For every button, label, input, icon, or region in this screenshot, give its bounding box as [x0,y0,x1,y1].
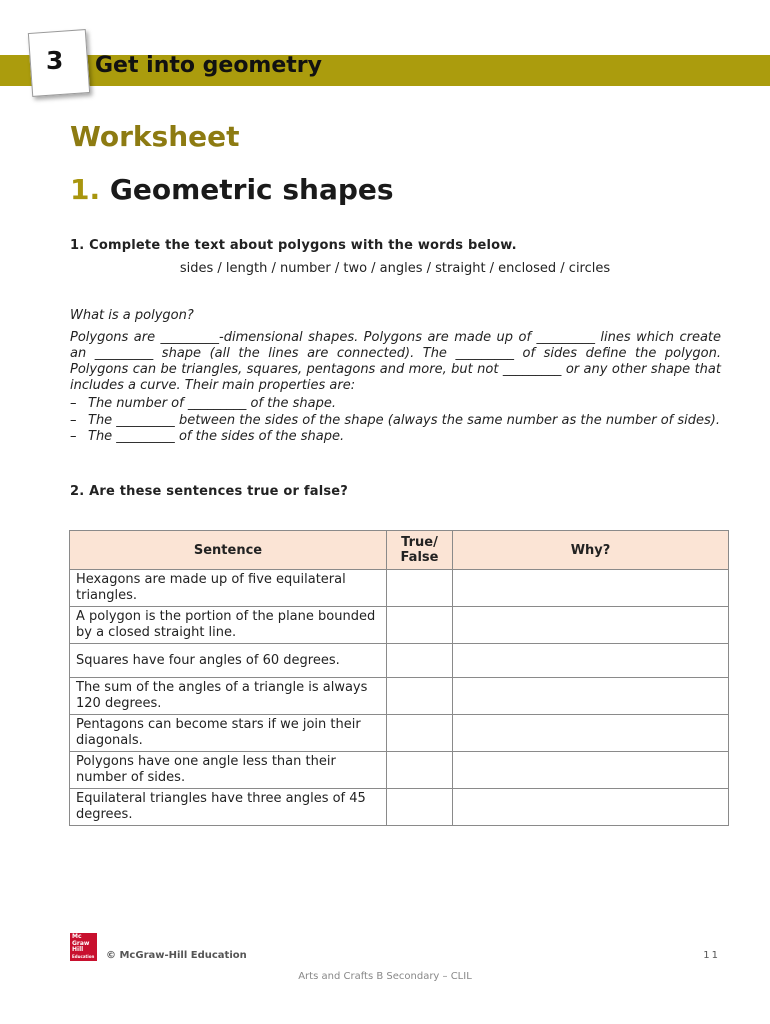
question-what-is-polygon: What is a polygon? [70,308,194,323]
answer-cell[interactable] [387,789,453,826]
header-why: Why? [453,531,729,570]
sentence-cell: The sum of the angles of a triangle is always 120 degrees. [70,678,387,715]
table-row [70,607,729,644]
dash-bullet: – [70,396,77,411]
section-title [70,173,394,206]
copyright-text: © McGraw-Hill Education [106,950,247,961]
why-cell[interactable] [453,715,729,752]
table-row [70,752,729,789]
section-number: 1. [70,173,101,206]
why-cell[interactable] [453,678,729,715]
property-item: – The _________ between the sides of the shape (always the same number as the number of sides). [70,412,720,428]
exercise1-instruction: 1. Complete the text about polygons with the words below. [70,238,517,253]
sentence-cell: A polygon is the portion of the plane bounded by a closed straight line. [70,607,387,644]
answer-cell[interactable] [387,607,453,644]
sentence-cell: Polygons have one angle less than their number of sides. [70,752,387,789]
answer-cell[interactable] [387,644,453,678]
why-cell[interactable] [453,607,729,644]
worksheet-title: Worksheet [70,120,240,153]
sentence-cell: Equilateral triangles have three angles of 45 degrees. [70,789,387,826]
header-true-false: True/ False [387,531,453,570]
why-cell[interactable] [453,570,729,607]
fill-in-paragraph: Polygons are _________-dimensional shapes. Polygons are made up of _________ lines which create an _________ shape (all the lines are connected). The _________ of sides define the polygon. Polygons can be triangles, squares, pentagons and more, but not _________ or any other shape that includes a curve. Their main properties are: [70,330,721,393]
table-row [70,715,729,752]
header-sentence: Sentence [70,531,387,570]
table-row [70,789,729,826]
why-cell[interactable] [453,752,729,789]
dash-bullet: – [70,412,77,428]
unit-number: 3 [46,46,64,75]
why-cell[interactable] [453,644,729,678]
answer-cell[interactable] [387,570,453,607]
answer-cell[interactable] [387,715,453,752]
mcgraw-hill-logo: Mc Graw Hill Education [70,933,97,961]
answer-cell[interactable] [387,752,453,789]
section-title-text: Geometric shapes [109,173,394,206]
answer-cell[interactable] [387,678,453,715]
sentence-cell: Hexagons are made up of five equilateral triangles. [70,570,387,607]
true-false-table [69,530,729,826]
unit-title: Get into geometry [95,53,322,78]
table-header-row [70,531,729,570]
property-item: – The number of _________ of the shape. [70,396,336,411]
table-row [70,644,729,678]
course-name: Arts and Crafts B Secondary – CLIL [298,971,472,982]
table-row [70,678,729,715]
properties-list [70,396,721,446]
page-number: 11 [703,950,720,961]
exercise2-instruction: 2. Are these sentences true or false? [70,484,349,499]
word-bank: sides / length / number / two / angles / straight / enclosed / circles [179,261,611,276]
sentence-cell: Pentagons can become stars if we join their diagonals. [70,715,387,752]
sentence-cell: Squares have four angles of 60 degrees. [70,644,387,678]
dash-bullet: – [70,429,77,444]
property-item: – The _________ of the sides of the shape. [70,429,345,444]
table-row [70,570,729,607]
why-cell[interactable] [453,789,729,826]
